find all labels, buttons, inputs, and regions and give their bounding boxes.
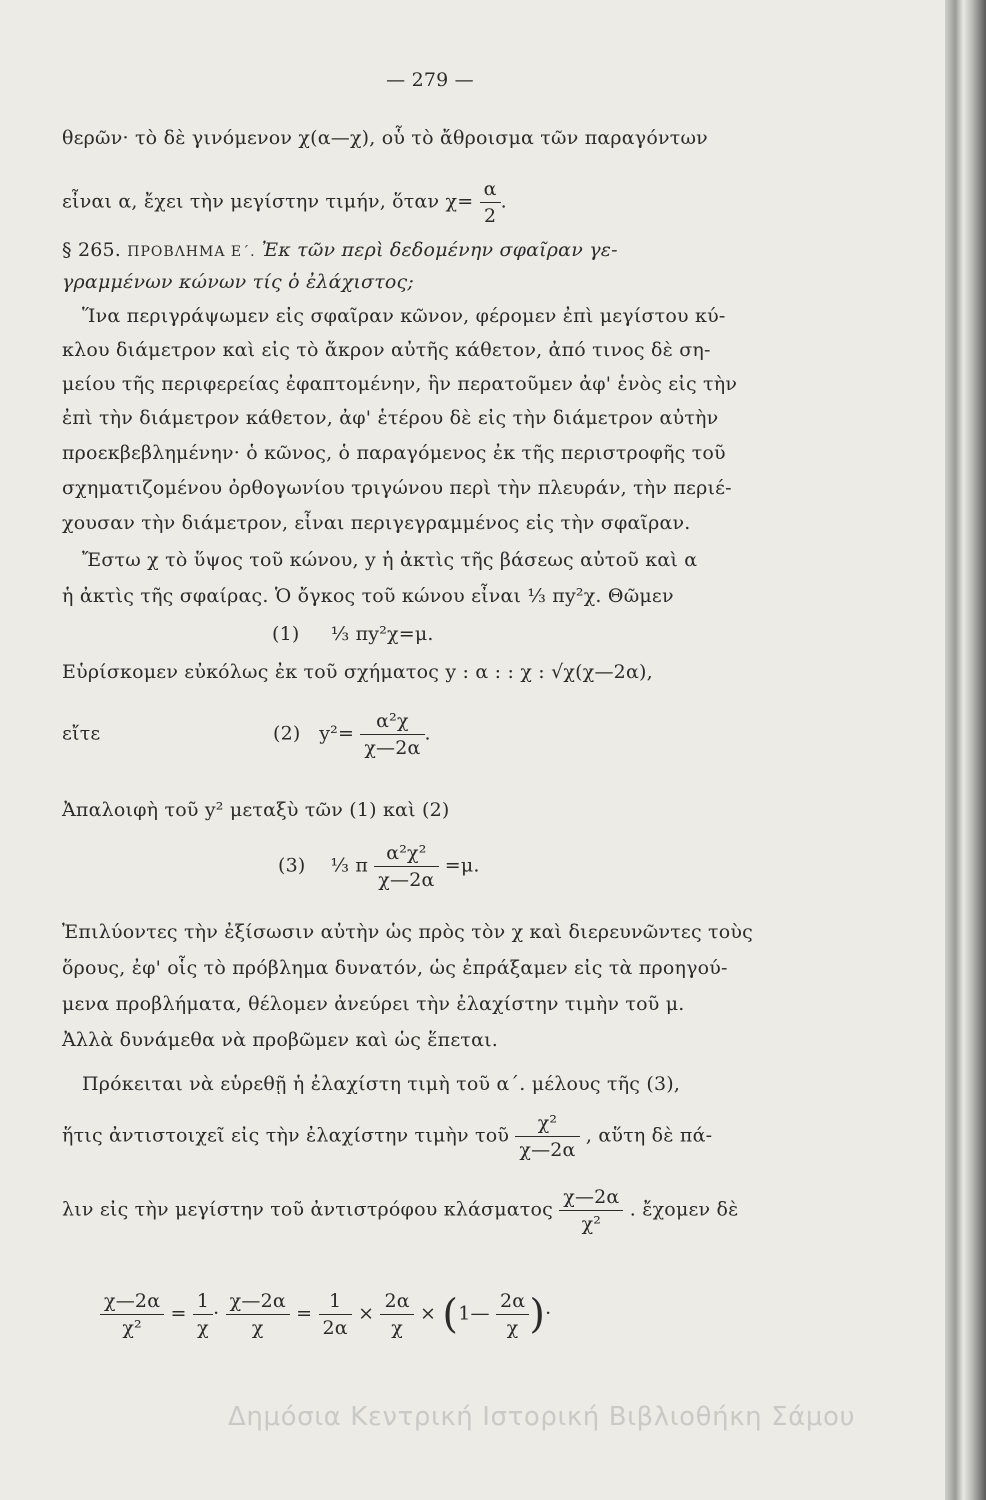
page-number: — 279 — [386,69,474,91]
fraction: $\frac{\chi—2\alpha}{\chi}$ [226,1288,290,1341]
fraction: $\frac{\alpha}{2}$ [480,176,501,229]
problem-label: ΠΡΟΒΛΗΜΑ Ε΄. [127,244,256,260]
fraction: $\frac{\text{α²χ²}}{\chi—2\alpha}$ [374,840,438,893]
fraction: $\frac{1}{2\alpha}$ [319,1288,352,1341]
paragraph-line: χουσαν τὴν διάμετρον, εἶναι περιγεγραμμένος εἰς τὴν σφαῖραν. [62,512,691,534]
equation-2: εἴτε (2) y²= $\frac{\text{α²χ}}{\chi—2\alpha}$ . [62,710,431,759]
paragraph-line: Ἀπαλοιφὴ τοῦ y² μεταξὺ τῶν (1) καὶ (2) [62,799,450,821]
paragraph-line: προεκβεβλημένην· ὁ κῶνος, ὁ παραγόμενος ἐκ τῆς περιστροφῆς τοῦ [62,442,726,464]
book-spine-edge [945,0,986,1500]
equation-1: (1) ⅓ πy²χ=μ. [272,623,434,645]
equation-3: (3) ⅓ π $\frac{\text{α²χ²}}{\chi—2\alpha}$ =μ. [278,842,480,891]
library-watermark: Δημόσια Κεντρική Ιστορική Βιβλιοθήκη Σάμου [228,1402,856,1432]
fraction: $\frac{\chi—2\alpha}{\text{χ²}}$ [559,1184,623,1237]
paragraph-line: ἥτις ἀντιστοιχεῖ εἰς τὴν ἐλαχίστην τιμὴν τοῦ $\frac{\text{χ²}}{\chi—2\alpha}$ , αὕτη δὲ πά- [62,1112,713,1161]
fraction: $\frac{1}{\chi}$ [193,1288,213,1341]
paragraph-line: μείου τῆς περιφερείας ἐφαπτομένην, ἣν περατοῦμεν ἀφ' ἑνὸς εἰς τὴν [62,373,738,395]
problem-heading [62,238,618,264]
paragraph-line: μενα προβλήματα, θέλομεν ἀνεύρει τὴν ἐλαχίστην τιμὴν τοῦ μ. [62,993,685,1015]
paragraph-line: κλου διάμετρον καὶ εἰς τὸ ἄκρον αὐτῆς κάθετον, ἀπό τινος δὲ ση- [62,339,711,361]
section-number: § 265. [62,239,122,261]
fraction: $\frac{\chi—2\alpha}{\text{χ²}}$ [100,1288,164,1341]
paragraph-line: Ἔστω χ τὸ ὕψος τοῦ κώνου, y ἡ ἀκτὶς τῆς βάσεως αὐτοῦ καὶ α [82,549,698,571]
paragraph-line: σχηματιζομένου ὀρθογωνίου τριγώνου περὶ τὴν πλευράν, τὴν περιέ- [62,477,732,499]
fraction: $\frac{\text{χ²}}{\chi—2\alpha}$ [515,1110,579,1163]
paragraph-line: ὅρους, ἐφ' οἷς τὸ πρόβλημα δυνατόν, ὡς ἐπράξαμεν εἰς τὰ προηγού- [62,957,728,979]
paragraph-line: ἡ ἀκτὶς τῆς σφαίρας. Ὁ ὄγκος τοῦ κώνου εἶναι ⅓ πy²χ. Θῶμεν [62,585,674,607]
problem-title-cont: γραμμένων κώνων τίς ὁ ἐλάχιστος; [62,271,414,293]
paragraph-line: λιν εἰς τὴν μεγίστην τοῦ ἀντιστρόφου κλάσματος $\frac{\chi—2\alpha}{\text{χ²}}$ . ἔχομεν δὲ [62,1186,739,1235]
text-line: εἶναι α, ἔχει τὴν μεγίστην τιμήν, ὅταν χ= $\frac{\alpha}{2}$ . [62,178,507,227]
fraction: $\frac{2\alpha}{\chi}$ [496,1288,529,1341]
paragraph-line: Ἀλλὰ δυνάμεθα νὰ προβῶμεν καὶ ὡς ἕπεται. [62,1029,499,1051]
paragraph-line: Πρόκειται νὰ εὑρεθῇ ἡ ἐλαχίστη τιμὴ τοῦ α΄. μέλους τῆς (3), [82,1073,681,1095]
paragraph-line: ἐπὶ τὴν διάμετρον κάθετον, ἀφ' ἑτέρου δὲ εἰς τὴν διάμετρον αὐτὴν [62,407,719,429]
equation-4: $\frac{\chi—2\alpha}{\text{χ²}}$ = $\frac{1}{\chi}$ · $\frac{\chi—2\alpha}{\chi}$ = $\frac{1}{2\alpha}$ × $\frac{2\alpha}{\chi}$ × (1— $\frac{2\alpha}{\chi}$ )· [100,1288,551,1341]
problem-title: Ἐκ τῶν περὶ δεδομένην σφαῖραν γε- [261,239,618,261]
paragraph-line: Ἵνα περιγράψωμεν εἰς σφαῖραν κῶνον, φέρομεν ἐπὶ μεγίστου κύ- [82,305,726,327]
text-line: θερῶν· τὸ δὲ γινόμενον χ(α—χ), οὗ τὸ ἄθροισμα τῶν παραγόντων [62,127,708,149]
fraction: $\frac{2\alpha}{\chi}$ [380,1288,413,1341]
paragraph-line: Ἐπιλύοντες τὴν ἐξίσωσιν αὐτὴν ὡς πρὸς τὸν χ καὶ διερευνῶντες τοὺς [62,921,753,943]
fraction: $\frac{\text{α²χ}}{\chi—2\alpha}$ [360,708,424,761]
paragraph-line: Εὑρίσκομεν εὐκόλως ἐκ τοῦ σχήματος y : α : : χ : √χ(χ—2α), [62,661,653,683]
